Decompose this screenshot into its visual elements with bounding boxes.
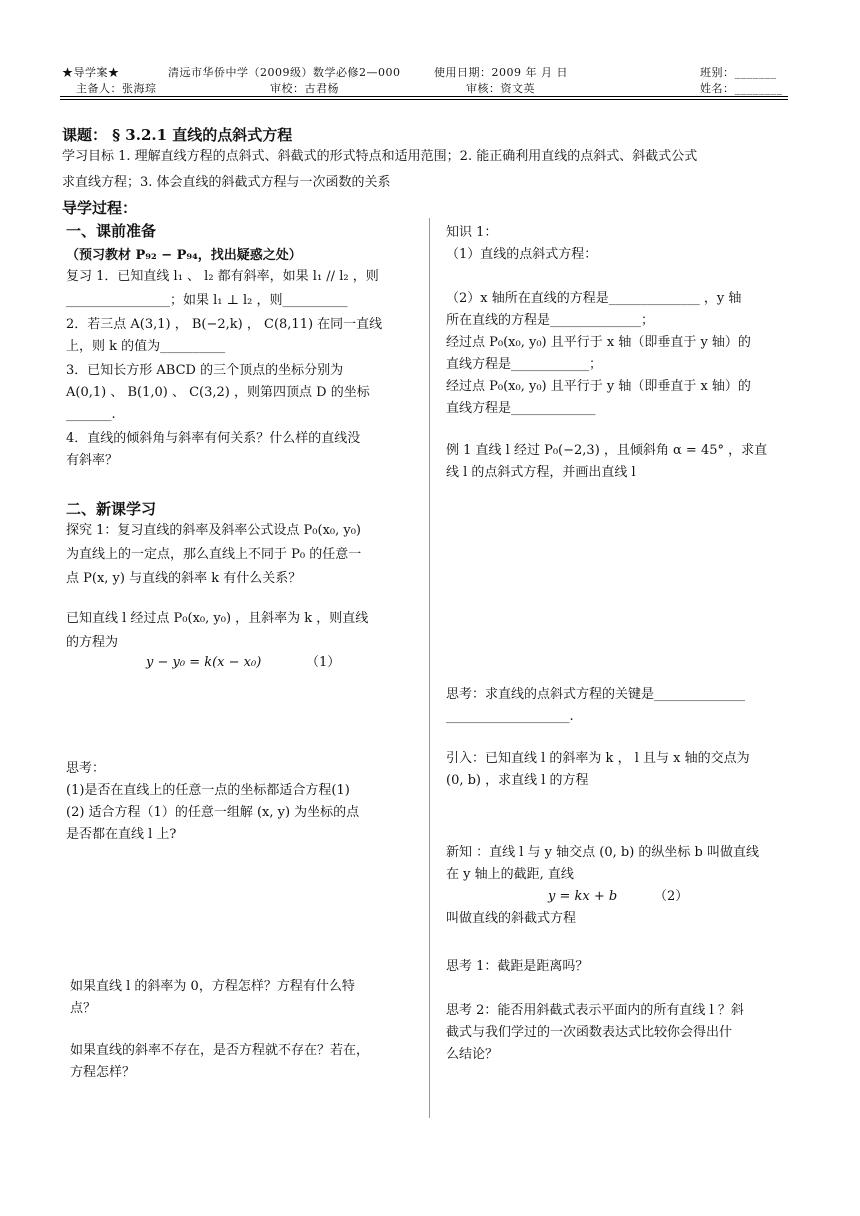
column-divider bbox=[429, 218, 430, 1118]
explore-1-line-a: 探究 1：复习直线的斜率及斜率公式设点 P₀(x₀, y₀) bbox=[66, 523, 362, 538]
knowledge-title: 知识 1： bbox=[446, 225, 498, 240]
review-4-line-b: 有斜率？ bbox=[66, 453, 119, 468]
think-2-line-b: 是否都在直线 l 上? bbox=[66, 827, 177, 842]
knowledge-2-line-a: （2）x 轴所在直线的方程是______________ ，y 轴 bbox=[446, 291, 742, 306]
example-1-line-b: 线 l 的点斜式方程，并画出直线 l bbox=[446, 465, 636, 480]
review-1-line-a: 复习 1．已知直线 l₁ 、 l₂ 都有斜率，如果 l₁ // l₂ ，则 bbox=[66, 269, 379, 284]
think-2-line-b: 截式与我们学过的一次函数表达式比较你会得出什 bbox=[446, 1025, 733, 1040]
section-1-title: 一、课前准备 bbox=[66, 222, 157, 240]
review-3-line-c: _______. bbox=[66, 407, 116, 422]
think-1-intercept: 思考 1：截距是距离吗？ bbox=[446, 959, 589, 974]
question-1-line-b: 点？ bbox=[70, 1001, 97, 1016]
header-name: 姓名：________ bbox=[700, 82, 783, 95]
knowledge-4-line-a: 经过点 P₀(x₀, y₀) 且平行于 y 轴（即垂直于 x 轴）的 bbox=[446, 379, 751, 394]
known-line-a: 已知直线 l 经过点 P₀(x₀, y₀) ，且斜率为 k ，则直线 bbox=[66, 611, 369, 626]
new-knowledge-line-a: 新知 ：直线 l 与 y 轴交点 (0, b) 的纵坐标 b 叫做直线 bbox=[446, 845, 760, 860]
explore-1-line-c: 点 P(x, y) 与直线的斜率 k 有什么关系？ bbox=[66, 571, 302, 586]
equation-1: y − y₀ = k(x − x₀) bbox=[146, 655, 262, 670]
header-tag: ★导学案★ bbox=[62, 66, 120, 79]
think-key-line-a: 思考：求直线的点斜式方程的关键是______________ bbox=[446, 687, 746, 702]
header-reviewer-1: 审校：古君杨 bbox=[270, 82, 339, 95]
question-2-line-a: 如果直线的斜率不存在，是否方程就不存在？若在， bbox=[70, 1043, 370, 1058]
new-knowledge-line-c: 叫做直线的斜截式方程 bbox=[446, 911, 577, 926]
explore-1-line-b: 为直线上的一定点，那么直线上不同于 P₀ 的任意一 bbox=[66, 547, 362, 562]
header-class: 班别：_______ bbox=[700, 66, 777, 79]
equation-2-number: （2） bbox=[654, 889, 689, 904]
review-1-line-b: ________________；如果 l₁ ⊥ l₂ ，则__________ bbox=[66, 293, 348, 308]
header-rule-thin bbox=[60, 99, 788, 100]
lesson-title: 课题： § 3.2.1 直线的点斜式方程 bbox=[62, 126, 293, 144]
lesson-goals-line-1: 学习目标 1. 理解直线方程的点斜式、斜截式的形式特点和适用范围；2. 能正确利用直线的点斜式、斜截式公式 bbox=[62, 149, 698, 164]
intro-line-a: 引入：已知直线 l 的斜率为 k ， l 且与 x 轴的交点为 bbox=[446, 751, 750, 766]
new-knowledge-line-b: 在 y 轴上的截距, 直线 bbox=[446, 867, 574, 882]
knowledge-4-line-b: 直线方程是_____________ bbox=[446, 401, 596, 416]
header-preparer: 主备人：张海琮 bbox=[76, 82, 157, 95]
review-3-line-a: 3．已知长方形 ABCD 的三个顶点的坐标分别为 bbox=[66, 363, 344, 378]
think-2-line-a: 思考 2：能否用斜截式表示平面内的所有直线 l ？斜 bbox=[446, 1003, 744, 1018]
review-2-line-b: 上，则 k 的值为__________ bbox=[66, 339, 226, 354]
known-line-b: 的方程为 bbox=[66, 635, 119, 650]
lesson-goals-line-2: 求直线方程；3. 体会直线的斜截式方程与一次函数的关系 bbox=[62, 175, 391, 190]
equation-2: y = kx + b bbox=[548, 889, 618, 904]
header-rule-thick bbox=[60, 96, 788, 97]
review-4-line-a: 4．直线的倾斜角与斜率有何关系？什么样的直线没 bbox=[66, 431, 361, 446]
process-heading: 导学过程： bbox=[62, 199, 138, 217]
think-1: (1)是否在直线上的任意一点的坐标都适合方程(1) bbox=[66, 783, 350, 798]
header-school: 清远市华侨中学（2009级）数学必修2—000 bbox=[168, 66, 401, 79]
question-2-line-b: 方程怎样？ bbox=[70, 1065, 136, 1080]
question-1-line-a: 如果直线 l 的斜率为 0，方程怎样？方程有什么特 bbox=[70, 979, 355, 994]
section-2-title: 二、新课学习 bbox=[66, 500, 157, 518]
example-1-line-a: 例 1 直线 l 经过 P₀(−2,3) ，且倾斜角 α = 45° ，求直 bbox=[446, 443, 768, 458]
equation-1-number: （1） bbox=[306, 655, 341, 670]
knowledge-3-line-a: 经过点 P₀(x₀, y₀) 且平行于 x 轴（即垂直于 y 轴）的 bbox=[446, 335, 751, 350]
knowledge-1: （1）直线的点斜式方程： bbox=[446, 247, 598, 262]
review-3-line-b: A(0,1) 、 B(1,0) 、 C(3,2) ，则第四顶点 D 的坐标 bbox=[66, 385, 370, 400]
intro-line-b: (0, b) ，求直线 l 的方程 bbox=[446, 773, 589, 788]
section-1-subtitle: （预习教材 P₉₂ − P₉₄，找出疑惑之处） bbox=[66, 248, 302, 263]
think-key-line-b: ___________________. bbox=[446, 709, 574, 724]
knowledge-2-line-b: 所在直线的方程是______________； bbox=[446, 313, 655, 328]
think-2-line-c: 么结论？ bbox=[446, 1047, 499, 1062]
header-reviewer-2: 审核：资文英 bbox=[466, 82, 535, 95]
think-2-line-a: (2) 适合方程（1）的任意一组解 (x, y) 为坐标的点 bbox=[66, 805, 360, 820]
header-date: 使用日期：2009 年 月 日 bbox=[434, 66, 568, 79]
review-2-line-a: 2．若三点 A(3,1) ， B(−2,k) ， C(8,11) 在同一直线 bbox=[66, 317, 383, 332]
think-label: 思考： bbox=[66, 761, 106, 776]
knowledge-3-line-b: 直线方程是____________； bbox=[446, 357, 603, 372]
